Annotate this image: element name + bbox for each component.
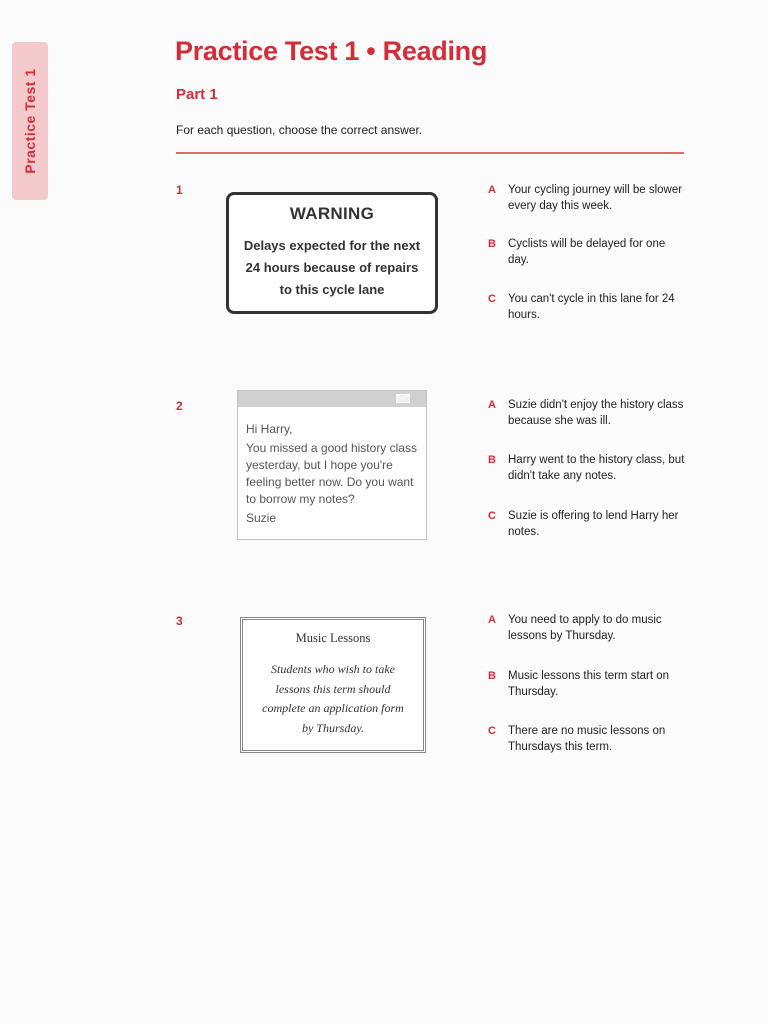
option-letter: C	[488, 725, 496, 737]
option-text: Harry went to the history class, but didn't take any notes.	[508, 454, 685, 482]
message-text: You missed a good history class yesterday, but I hope you're feeling better now. Do you want to borrow my notes?	[246, 441, 417, 506]
question-number: 1	[176, 183, 183, 197]
answer-option[interactable]	[488, 397, 688, 429]
option-letter: A	[488, 399, 496, 411]
option-text: Suzie didn't enjoy the history class because she was ill.	[508, 399, 684, 427]
question-number: 2	[176, 399, 183, 413]
option-text: Cyclists will be delayed for one day.	[508, 238, 666, 266]
envelope-icon	[396, 394, 410, 403]
warning-sign	[226, 192, 438, 314]
option-text: Suzie is offering to lend Harry her notes.	[508, 510, 679, 538]
option-text: You can't cycle in this lane for 24 hours.	[508, 293, 675, 321]
option-letter: B	[488, 238, 496, 250]
side-tab-label: Practice Test 1	[22, 68, 38, 174]
side-tab	[12, 42, 48, 200]
warning-sign-body: Delays expected for the next 24 hours because of repairs to this cycle lane	[243, 238, 421, 297]
notice-board	[240, 617, 426, 753]
message-body	[238, 407, 426, 527]
answer-option[interactable]	[488, 508, 688, 540]
answer-option[interactable]	[488, 668, 688, 700]
option-letter: C	[488, 293, 496, 305]
option-text: There are no music lessons on Thursdays this term.	[508, 725, 666, 753]
option-text: Your cycling journey will be slower every day this week.	[508, 184, 683, 212]
answer-option[interactable]	[488, 723, 688, 755]
message-title-bar	[238, 391, 426, 407]
option-letter: A	[488, 184, 496, 196]
option-letter: C	[488, 510, 496, 522]
option-letter: B	[488, 454, 496, 466]
option-letter: A	[488, 614, 496, 626]
answer-option[interactable]	[488, 612, 688, 644]
option-text: Music lessons this term start on Thursday.	[508, 670, 670, 698]
question-number: 3	[176, 614, 183, 628]
message-signature: Suzie	[246, 511, 277, 525]
part-heading: Part 1	[176, 86, 218, 103]
page-title: Practice Test 1 • Reading	[175, 36, 488, 66]
option-text: You need to apply to do music lessons by Thursday.	[508, 614, 662, 642]
header-divider	[176, 152, 684, 154]
notice-title: Music Lessons	[295, 631, 371, 645]
answer-option[interactable]	[488, 236, 688, 268]
answer-option[interactable]	[488, 291, 688, 323]
warning-sign-title: WARNING	[289, 204, 375, 223]
notice-body: Students who wish to take lessons this term should complete an application form by Thursday.	[262, 662, 404, 735]
option-letter: B	[488, 670, 496, 682]
message-greeting: Hi Harry,	[246, 422, 293, 436]
answer-option[interactable]	[488, 452, 688, 484]
message-window	[237, 390, 427, 540]
answer-option[interactable]	[488, 182, 688, 214]
instruction-text: For each question, choose the correct answer.	[176, 123, 423, 137]
